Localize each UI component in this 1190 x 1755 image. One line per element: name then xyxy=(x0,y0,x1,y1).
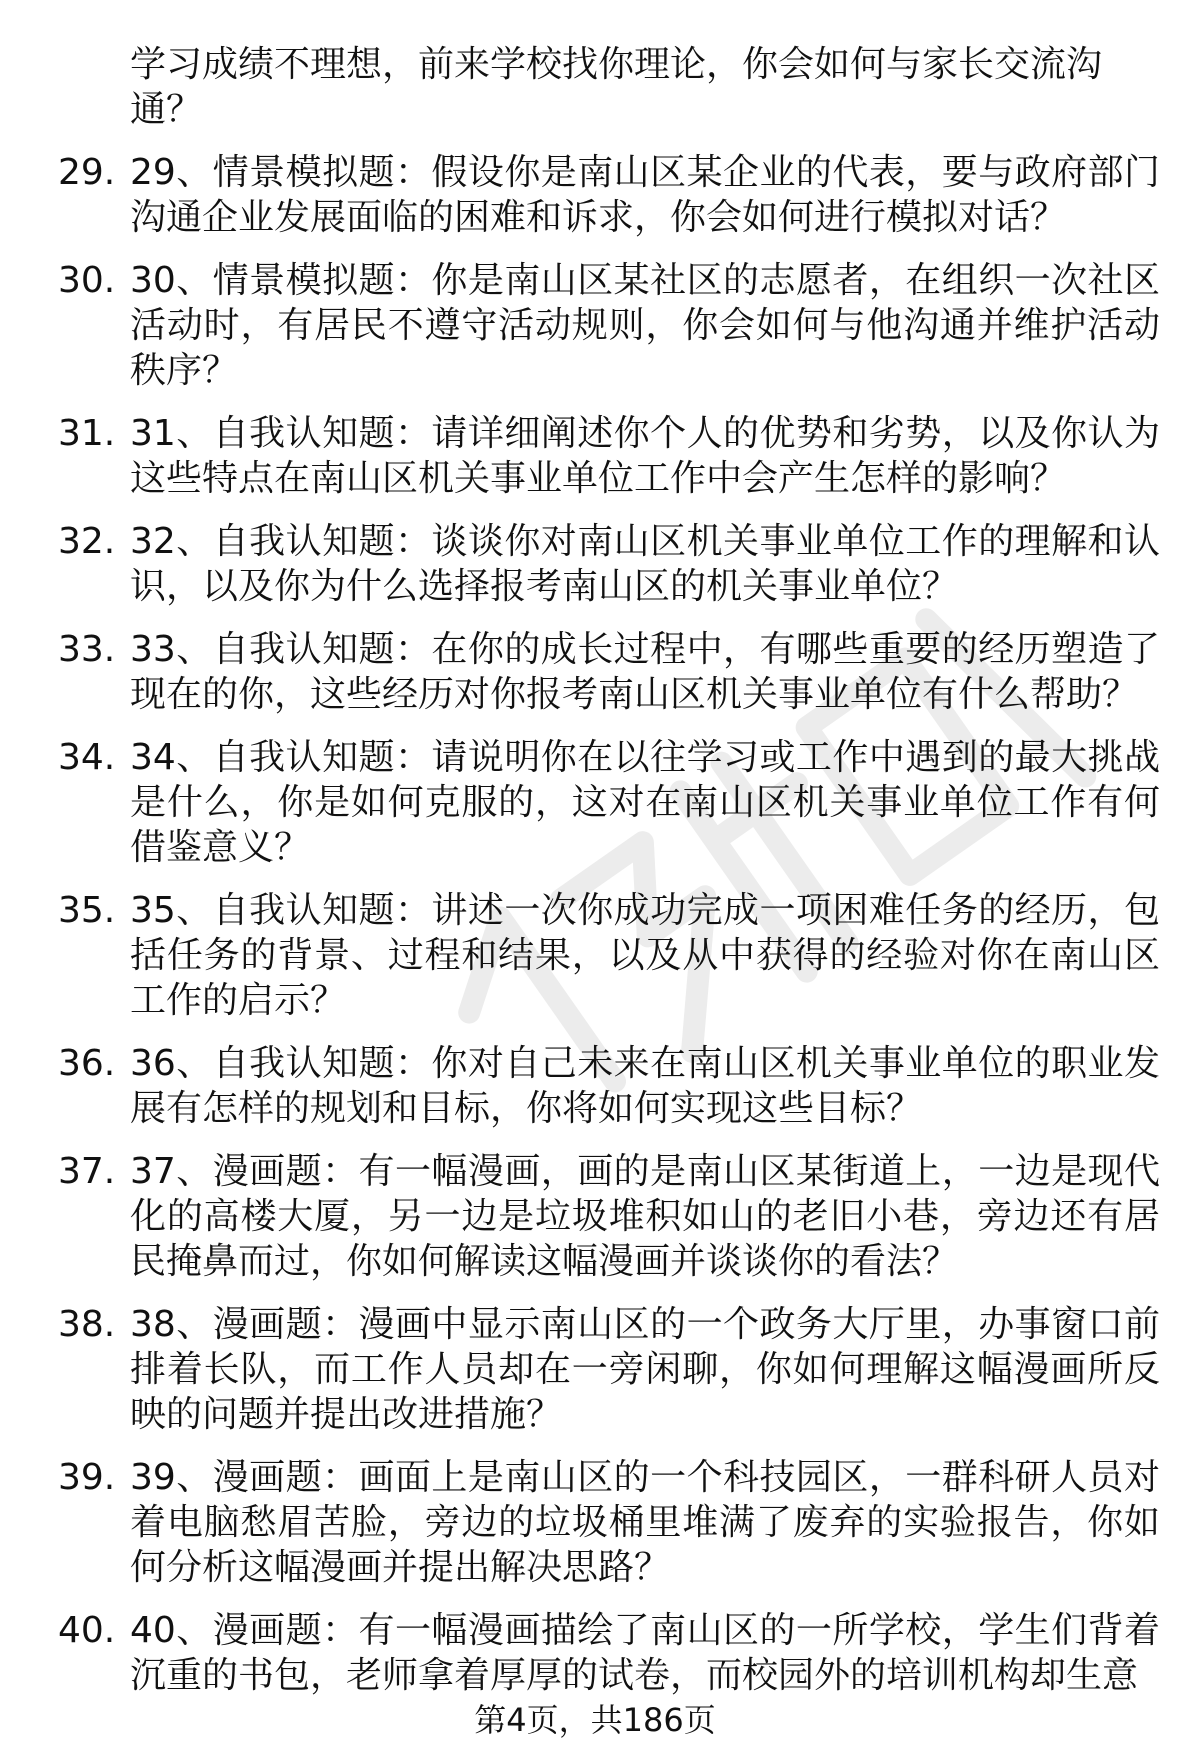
list-item-36 xyxy=(0,1041,1190,1131)
item-number: 31. xyxy=(58,413,116,454)
continuation-text: 学习成绩不理想，前来学校找你理论，你会如何与家长交流沟通？ xyxy=(130,44,1103,130)
item-text: 34、自我认知题：请说明你在以往学习或工作中遇到的最大挑战是什么，你是如何克服的，这对在南山区机关事业单位工作有何借鉴意义？ xyxy=(130,737,1160,868)
list-item-31 xyxy=(0,411,1190,501)
list-item-29 xyxy=(0,150,1190,240)
list-item-34 xyxy=(0,735,1190,870)
item-number: 39. xyxy=(58,1457,116,1498)
item-text: 32、自我认知题：谈谈你对南山区机关事业单位工作的理解和认识，以及你为什么选择报考南山区的机关事业单位？ xyxy=(130,521,1160,607)
item-number: 34. xyxy=(58,737,116,778)
item-text: 36、自我认知题：你对自己未来在南山区机关事业单位的职业发展有怎样的规划和目标，你将如何实现这些目标？ xyxy=(130,1043,1160,1129)
list-item-35 xyxy=(0,888,1190,1023)
item-text: 35、自我认知题：讲述一次你成功完成一项困难任务的经历，包括任务的背景、过程和结果，以及从中获得的经验对你在南山区工作的启示？ xyxy=(130,890,1160,1021)
question-list xyxy=(0,42,1190,1698)
item-number: 30. xyxy=(58,260,116,301)
item-text: 37、漫画题：有一幅漫画，画的是南山区某街道上，一边是现代化的高楼大厦，另一边是垃圾堆积如山的老旧小巷，旁边还有居民掩鼻而过，你如何解读这幅漫画并谈谈你的看法？ xyxy=(130,1151,1160,1282)
list-item-37 xyxy=(0,1149,1190,1284)
list-item-30 xyxy=(0,258,1190,393)
list-item-39 xyxy=(0,1455,1190,1590)
item-text: 31、自我认知题：请详细阐述你个人的优势和劣势，以及你认为这些特点在南山区机关事业单位工作中会产生怎样的影响？ xyxy=(130,413,1160,499)
item-number: 38. xyxy=(58,1304,116,1345)
item-number: 37. xyxy=(58,1151,116,1192)
list-item-33 xyxy=(0,627,1190,717)
item-text: 38、漫画题：漫画中显示南山区的一个政务大厅里，办事窗口前排着长队，而工作人员却在一旁闲聊，你如何理解这幅漫画所反映的问题并提出改进措施？ xyxy=(130,1304,1160,1435)
item-number: 35. xyxy=(58,890,116,931)
item-number: 40. xyxy=(58,1610,116,1651)
item-text: 30、情景模拟题：你是南山区某社区的志愿者，在组织一次社区活动时，有居民不遵守活动规则，你会如何与他沟通并维护活动秩序？ xyxy=(130,260,1160,391)
item-text: 39、漫画题：画面上是南山区的一个科技园区，一群科研人员对着电脑愁眉苦脸，旁边的垃圾桶里堆满了废弃的实验报告，你如何分析这幅漫画并提出解决思路？ xyxy=(130,1457,1160,1588)
item-text: 40、漫画题：有一幅漫画描绘了南山区的一所学校，学生们背着沉重的书包，老师拿着厚厚的试卷，而校园外的培训机构却生意 xyxy=(130,1610,1160,1696)
list-item-32 xyxy=(0,519,1190,609)
list-item-40 xyxy=(0,1608,1190,1698)
item-number: 29. xyxy=(58,152,116,193)
item-text: 33、自我认知题：在你的成长过程中，有哪些重要的经历塑造了现在的你，这些经历对你报考南山区机关事业单位有什么帮助？ xyxy=(130,629,1160,715)
page-footer: 第4页，共186页 xyxy=(474,1701,716,1739)
item-number: 33. xyxy=(58,629,116,670)
item-number: 32. xyxy=(58,521,116,562)
item-number: 36. xyxy=(58,1043,116,1084)
list-item-38 xyxy=(0,1302,1190,1437)
item-text: 29、情景模拟题：假设你是南山区某企业的代表，要与政府部门沟通企业发展面临的困难和诉求，你会如何进行模拟对话？ xyxy=(130,152,1160,238)
